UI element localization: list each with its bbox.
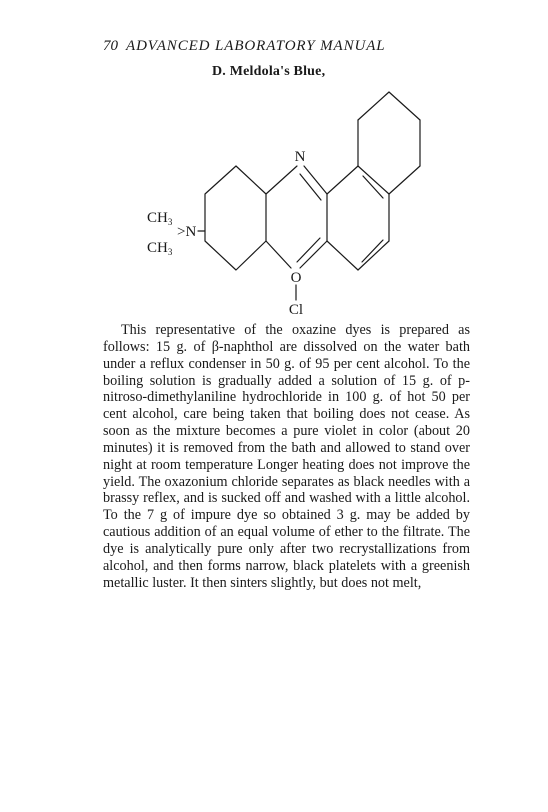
running-title: ADVANCED LABORATORY MANUAL	[126, 38, 386, 54]
bond-ring3-double-2	[362, 240, 383, 262]
bond-n-c-double	[300, 174, 321, 200]
chlorine-atom: Cl	[288, 302, 304, 318]
methyl-group-1	[147, 210, 173, 227]
chemical-structure-diagram	[0, 0, 548, 330]
bond-ring4-e	[389, 166, 420, 194]
bond-n-c	[304, 166, 327, 194]
bond-ring4-b	[358, 92, 389, 120]
bond-o-c	[266, 241, 291, 268]
bond-ring3-e	[327, 241, 358, 270]
page-number: 70	[103, 38, 118, 54]
bond-ring4-c	[389, 92, 420, 120]
methyl-group-1-label: CH	[147, 210, 168, 226]
nitrogen-atom: N	[294, 149, 306, 165]
methyl-group-2-label: CH	[147, 240, 168, 256]
methyl-group-2	[147, 240, 173, 257]
dimethylamino-nitrogen: >N	[177, 224, 197, 240]
bond-ring3-a	[327, 166, 358, 194]
oxygen-atom: O	[290, 270, 302, 286]
bond-c-o-double	[297, 238, 320, 262]
bond-ring3-b	[358, 166, 389, 194]
bond-ring3-d	[358, 241, 389, 270]
methyl-group-1-subscript: 3	[167, 217, 173, 227]
left-ring	[205, 166, 266, 270]
bond-c4a-n	[266, 166, 297, 194]
section-title: D. Meldola's Blue,	[212, 64, 326, 79]
body-paragraph: This representative of the oxazine dyes is prepared as follows: 15 g. of β-naphthol are dissolved on the water bath under a reflux condenser in 50 g. of 95 per cent alcohol. To the boiling solution is gradually added a solution of 15 g. of p-nitroso-dimethylaniline hydrochloride in 100 g. of hot 50 per cent alcohol, care being taken that boiling does not cease. As soon as the mixture becomes a pure violet in color (about 20 minutes) it is removed from the bath and allowed to stand over night at room temperature Longer heating does not improve the yield. The oxazonium chloride separates as black needles with a brassy reflex, and is sucked off and washed with a little alcohol. To the 7 g of impure dye so obtained 3 g. may be added by cautious addition of an equal volume of ether to the filtrate. The dye is analytically pure only after two recrystallizations from alcohol, and then forms narrow, black platelets with a greenish metallic luster. It then sinters slightly, but does not melt,	[103, 322, 470, 591]
methyl-group-2-subscript: 3	[167, 247, 173, 257]
